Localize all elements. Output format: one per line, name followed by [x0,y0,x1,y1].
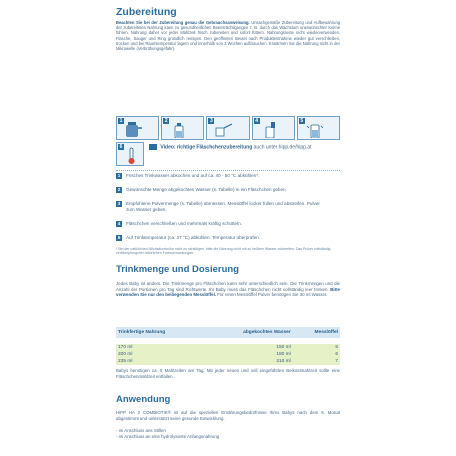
scoop-icon: 3 [206,116,249,140]
footnote: * Bei der natürlichen Milchsäurekultur nicht zu schädigen, bitte die Nahrung nicht mit zu heißem Wasser zubereiten. Das Pulver vollständig verklumpfungsfrei natürlichen Farbschwankungen. [116,247,331,256]
step-5: 5 Auf Trinktemperatur (ca. 37 °C) abkühlen. Temperatur überprüfen. [117,235,261,240]
zubereitung-intro-bold: Beachten Sie bei der Zubereitung genau die Gebrauchsanweisung. [116,20,250,25]
bottle-icon: 2 [161,116,204,140]
babys-text: Babys benötigen ca. 5 Mahlzeiten am Tag. Mit jeder neuen und voll eingeführten Beikostmahlzeit sollte eine Fläschchenmahlzeit entfallen. [116,368,340,379]
powder-bottle-icon: 4 [252,116,295,140]
divider [116,170,340,171]
zubereitung-intro [116,20,340,51]
table-row: 200 ml 180 ml 6 [118,352,338,357]
dosage-table-header: Trinkfertige Nahrung abgekochtes Wasser Messlöffel [116,327,340,338]
table-row: 235 ml 210 ml 7 [118,359,338,364]
anwendung-text: HiPP HA 2 COMBIOTIK® ist auf die speziellen Ernährungsbedürfnisse Ihres Babys nach dem 6. Monat abgestimmt und unterstützt seine gesunde Entwicklung. [116,410,340,421]
step-2: 2 Gewünschte Menge abgekochtes Wasser (s. Tabelle) in ein Fläschchen geben. [117,187,287,192]
step-4: 4 Fläschchen verschließen und mehrmals kräftig schütteln. [117,221,242,226]
video-hint-text: auch unter hipp.de/hipp.at [253,144,312,151]
video-hint-bold: Video: richtige Fläschchenzubereitung [160,144,253,151]
trinkmenge-text: Jedes Baby ist anders. Die Trinkmenge pro Fläschchen kann sehr unterschiedlich sein. Die Trinkmengen und die Anzahl der Portionen pro Tag sind Richtwerte. Ihr Baby muss das Fläschchen nicht vollständig leer trinken. Bitte verwenden Sie nur den beiliegenden Messlöffel. Für einen Messlöffel Pulver benötigen Sie 30 ml Wasser. [116,281,340,298]
step-1: 1 Frisches Trinkwasser abkochen und auf ca. 40 - 50 °C abkühlen*. [117,173,260,178]
video-icon [149,144,157,150]
trinkmenge-heading: Trinkmenge und Dosierung [116,264,239,275]
step-3: 3 Empfohlene Pulvermenge (s. Tabelle) abmessen. Messlöffel locker füllen und abstreifen. Pulver zum Wasser geben. [117,201,320,212]
anwendung-list-2: - im Anschluss an eine hydrolysierte Anfangsnahrung [116,434,220,439]
product-info-panel [109,0,346,456]
zubereitung-intro-text: Unsachgemäße Zubereitung und Aufbewahrung der zubereiteten Nahrung kann zu gesundheitlichen Beeinträchtigungen z. B. durch das Wachstum unerwünschter Keime führen. Nahrung daher vor jeder Mahlzeit frisch zubereiten und sofort füttern. Nahrungsreste nicht wiederverwenden. Flasche, Sauger und Ring gründlich reinigen. Den geöffneten Beutel nach Produktentnahme wieder gut verschließen, trocken und bei Raumtemperatur lagern und innerhalb von 3 Wochen aufbrauchen. Erwärmen Sie die Nahrung nicht in der Mikrowelle (Verbrühungsgefahr). [116,20,341,52]
shake-bottle-icon: 5 [297,116,340,140]
kettle-icon: 1 [116,116,159,140]
video-hint[interactable] [149,144,339,150]
table-row: 170 ml 150 ml 5 [118,345,338,350]
thermometer-icon: 6 [116,142,144,166]
anwendung-heading: Anwendung [116,394,171,405]
preparation-icons [116,116,340,140]
anwendung-list-1: - im Anschluss ans Stillen [116,428,166,433]
dosage-table [116,327,340,365]
zubereitung-heading: Zubereitung [116,6,177,18]
